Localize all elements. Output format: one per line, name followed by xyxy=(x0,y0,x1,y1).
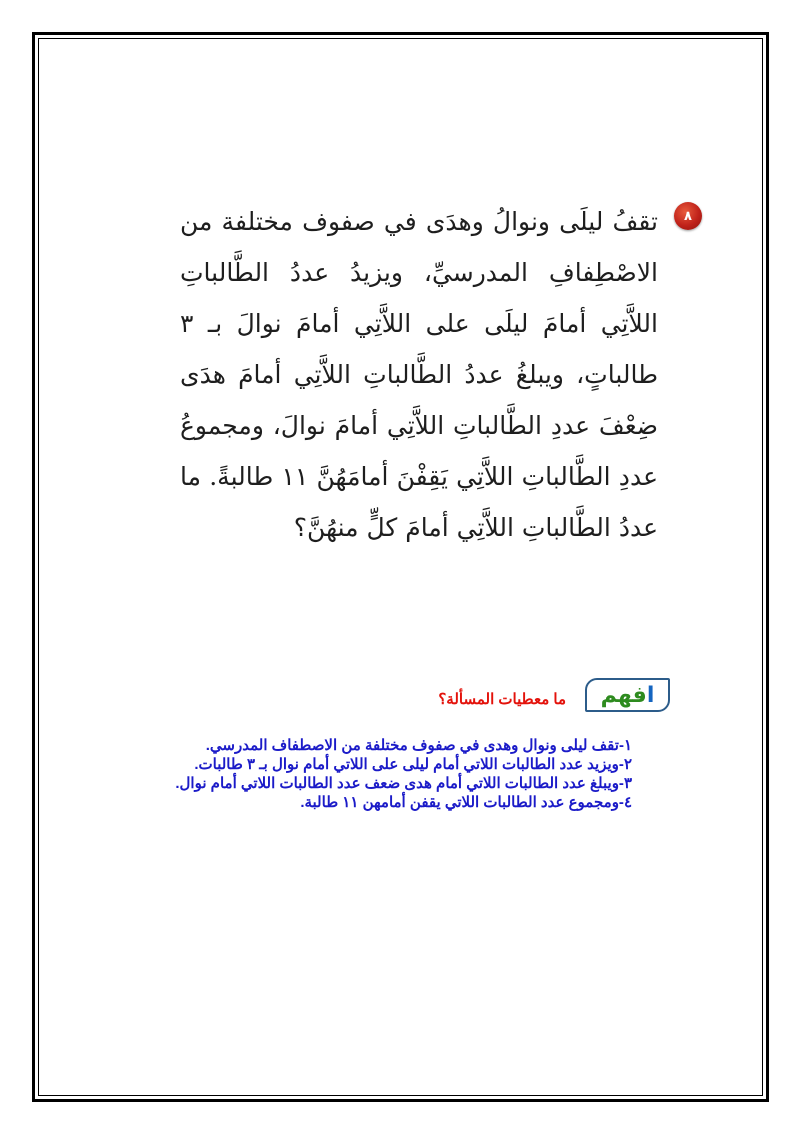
understand-tab-first-letter: ا xyxy=(646,682,655,708)
given-item: ١-تقف ليلى ونوال وهدى في صفوف مختلفة من الاصطفاف المدرسي. xyxy=(205,737,632,754)
understand-tab xyxy=(585,678,670,712)
problem-block xyxy=(180,196,702,553)
problem-number-badge: ٨ xyxy=(674,202,702,230)
givens-list xyxy=(108,736,632,812)
given-item: ٢-ويزيد عدد الطالبات اللاتي أمام ليلى على اللاتي أمام نوال بـ ٣ طالبات. xyxy=(194,756,632,773)
understand-header xyxy=(290,672,670,716)
understand-question: ما معطيات المسألة؟ xyxy=(438,691,566,708)
problem-text: تقفُ ليلَى ونوالُ وهدَى في صفوف مختلفة من الاصْطِفافِ المدرسيِّ، ويزيدُ عددُ الطَّالباتِ اللاَّتِي أمامَ ليلَى على اللاَّتِي أمامَ نوالَ بـ ٣ طالباتٍ، ويبلغُ عددُ الطَّالباتِ اللاَّتِي أمامَ هدَى ضِعْفَ عددِ الطَّالباتِ اللاَّتِي أمامَ نوالَ، ومجموعُ عددِ الطَّالباتِ اللاَّتِي يَقِفْنَ أمامَهُنَّ ١١ طالبةً. ما عددُ الطَّالباتِ اللاَّتِي أمامَ كلٍّ منهُنَّ؟ xyxy=(180,207,658,542)
given-item: ٣-ويبلغ عدد الطالبات اللاتي أمام هدى ضعف عدد الطالبات اللاتي أمام نوال. xyxy=(175,775,632,792)
understand-tab-rest: فهم xyxy=(600,682,647,708)
given-item: ٤-ومجموع عدد الطالبات اللاتي يقفن أمامهن ١١ طالبة. xyxy=(300,794,632,811)
